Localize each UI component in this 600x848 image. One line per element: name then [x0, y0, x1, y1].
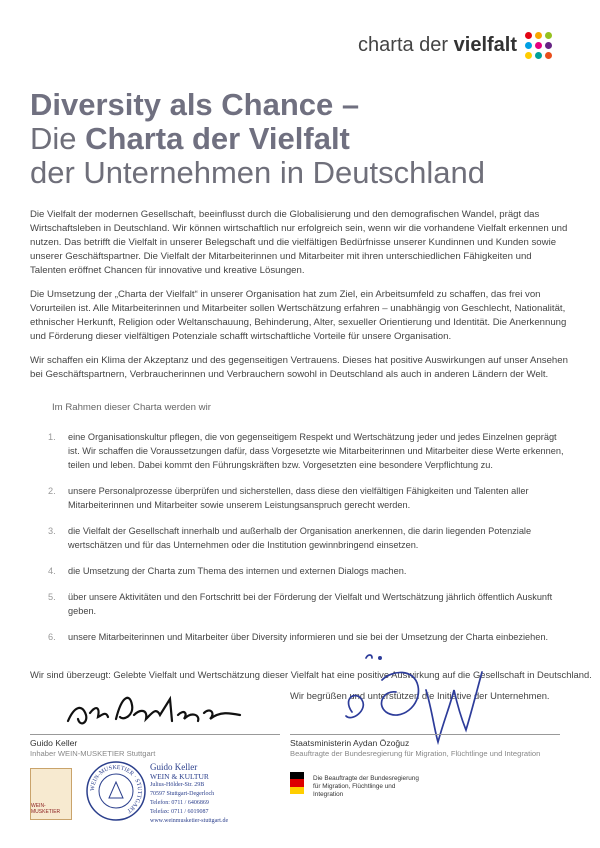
list-item — [48, 524, 564, 552]
stamp-line: Julius-Hölder-Str. 29B — [150, 782, 205, 788]
paragraph-2: Die Umsetzung der „Charta der Vielfalt“ in unserer Organisation hat zum Ziel, ein Arbeitsumfeld zu schaffen, das frei von Vorurteilen ist. Alle Mitarbeiterinnen und Mitarbeiter sollen Wertschätzung erfahren – unabhängig von Geschlecht, Nationalität, ethnischer Herkunft, Religion oder Weltanschauung, Behinderung, Alter, sexueller Orientierung und Identität. Die Anerkennung und Förderung dieser vielfältigen Potenziale schafft wirtschaftliche Vorteile für unsere Organisation. — [30, 289, 567, 342]
stamp-subtitle: WEIN & KULTUR — [150, 772, 209, 781]
item-number: 4. — [48, 566, 56, 576]
signer-name-left: Guido Keller — [30, 738, 78, 748]
logo-dot — [535, 42, 542, 49]
federal-commissioner-logo-text: Die Beauftragte der Bundesregierung für Migration, Flüchtlinge und Integration — [313, 775, 419, 798]
logo-dots — [525, 32, 552, 59]
stamp-line: 70597 Stuttgart-Degerloch — [150, 791, 215, 797]
svg-text:WEIN-MUSKETIER · STUTTGART: WEIN-MUSKETIER · STUTTGART — [89, 764, 143, 814]
logo-dot — [525, 32, 532, 39]
commitments-intro: Im Rahmen dieser Charta werden wir — [52, 402, 211, 413]
logo-dot — [535, 52, 542, 59]
government-statement: Wir begrüßen und unterstützen die Initiative der Unternehmen. — [290, 690, 550, 701]
commitments-list — [48, 430, 564, 656]
item-number: 6. — [48, 632, 56, 642]
preamble — [30, 208, 570, 392]
list-item — [48, 630, 564, 644]
charta-logo — [358, 32, 552, 59]
logo-dot — [535, 32, 542, 39]
stamp-address — [150, 762, 228, 826]
stamp-line: Telefax: 0711 / 6019087 — [150, 809, 209, 815]
logo-dot — [545, 42, 552, 49]
signature-line-left — [30, 734, 280, 735]
signer-role-left: Inhaber WEIN-MUSKETIER Stuttgart — [30, 749, 156, 758]
paragraph-1: Die Vielfalt der modernen Gesellschaft, beeinflusst durch die Globalisierung und den demografischen Wandel, prägt das Wirtschaftsleben in Deutschland. Wir können wirtschaftlich nur erfolgreich sein, wenn wir die vorhandene Vielfalt erkennen und nutzen. Das betrifft die Vielfalt in unserer Belegschaft und die vielfältigen Bedürfnisse unserer Kundinnen und Kunden sowie unserer Geschäftspartner. Die Vielfalt der Mitarbeiterinnen und Mitarbeiter mit ihren unterschiedlichen Fähigkeiten und Talenten eröffnet Chancen für innovative und kreative Lösungen. — [30, 209, 568, 276]
item-text: über unsere Aktivitäten und den Fortschritt bei der Förderung der Vielfalt und Wertschätzung jährlich öffentlich Auskunft geben. — [68, 592, 553, 616]
item-number: 1. — [48, 432, 56, 442]
paragraph-3: Wir schaffen ein Klima der Akzeptanz und des gegenseitigen Vertrauens. Dieses hat positive Auswirkungen auf unser Ansehen bei Geschäftspartnern, Verbraucherinnen und Verbrauchern sowohl in Deutschland als auch in anderen Ländern der Welt. — [30, 355, 568, 380]
list-item — [48, 484, 564, 512]
title-line-3: der Unternehmen in Deutschland — [30, 155, 485, 190]
german-flag-bar — [290, 772, 304, 794]
item-text: eine Organisationskultur pflegen, die von gegenseitigem Respekt und Wertschätzung jeder und jedes Einzelnen geprägt ist. Wir schaffen die Voraussetzungen dafür, dass Vorgesetzte wie Mitarbeiterinnen und Mitarbeiter diese Werte erkennen, teilen und leben. Dabei kommt den Führungskräften bzw. Vorgesetzten eine besondere Verpflichtung zu. — [68, 432, 564, 470]
company-stamp-seal — [85, 760, 147, 822]
signature-line-right — [290, 734, 560, 735]
list-item — [48, 430, 564, 472]
signature-aydan-ozoguz — [322, 650, 512, 750]
stamp-name: Guido Keller — [150, 762, 198, 772]
item-text: unsere Mitarbeiterinnen und Mitarbeiter über Diversity informieren und sie bei der Umsetzung der Charta einbeziehen. — [68, 632, 549, 642]
title-line-1: Diversity als Chance – — [30, 87, 360, 122]
wine-musketier-logo — [30, 768, 72, 820]
logo-dot — [545, 52, 552, 59]
item-text: die Vielfalt der Gesellschaft innerhalb und außerhalb der Organisation anerkennen, die darin liegenden Potenziale wertschätzen und für das Unternehmen oder die Institution gewinnbringend einsetzen. — [68, 526, 532, 550]
signer-name-right: Staatsministerin Aydan Özoğuz — [290, 738, 410, 748]
logo-dot — [545, 32, 552, 39]
logo-dot — [525, 52, 532, 59]
signer-role-right: Beauftragte der Bundesregierung für Migration, Flüchtlinge und Integration — [290, 749, 541, 758]
logo-dot — [525, 42, 532, 49]
wine-logo-label: WEIN-MUSKETIER — [31, 803, 61, 815]
title-line-2: Die Charta der Vielfalt — [30, 121, 350, 156]
item-text: die Umsetzung der Charta zum Thema des internen und externen Dialogs machen. — [68, 566, 407, 576]
stamp-line: Telefon: 0711 / 6406869 — [150, 800, 209, 806]
document-title — [30, 88, 485, 190]
logo-wordmark: charta der vielfalt — [358, 34, 517, 56]
signature-guido-keller — [60, 685, 270, 733]
item-text: unsere Personalprozesse überprüfen und sicherstellen, dass diese den vielfältigen Fähigkeiten und Talenten aller Mitarbeiterinnen und Mitarbeiter sowie unserem Leistungsanspruch gerecht werden. — [68, 486, 529, 510]
list-item — [48, 590, 564, 618]
item-number: 5. — [48, 592, 56, 602]
stamp-line: www.weinmusketier-stuttgart.de — [150, 818, 229, 824]
closing-statement: Wir sind überzeugt: Gelebte Vielfalt und Wertschätzung dieser Vielfalt hat eine positive Auswirkung auf die Gesellschaft in Deutschland. — [30, 669, 592, 680]
list-item — [48, 564, 564, 578]
item-number: 2. — [48, 486, 56, 496]
item-number: 3. — [48, 526, 56, 536]
